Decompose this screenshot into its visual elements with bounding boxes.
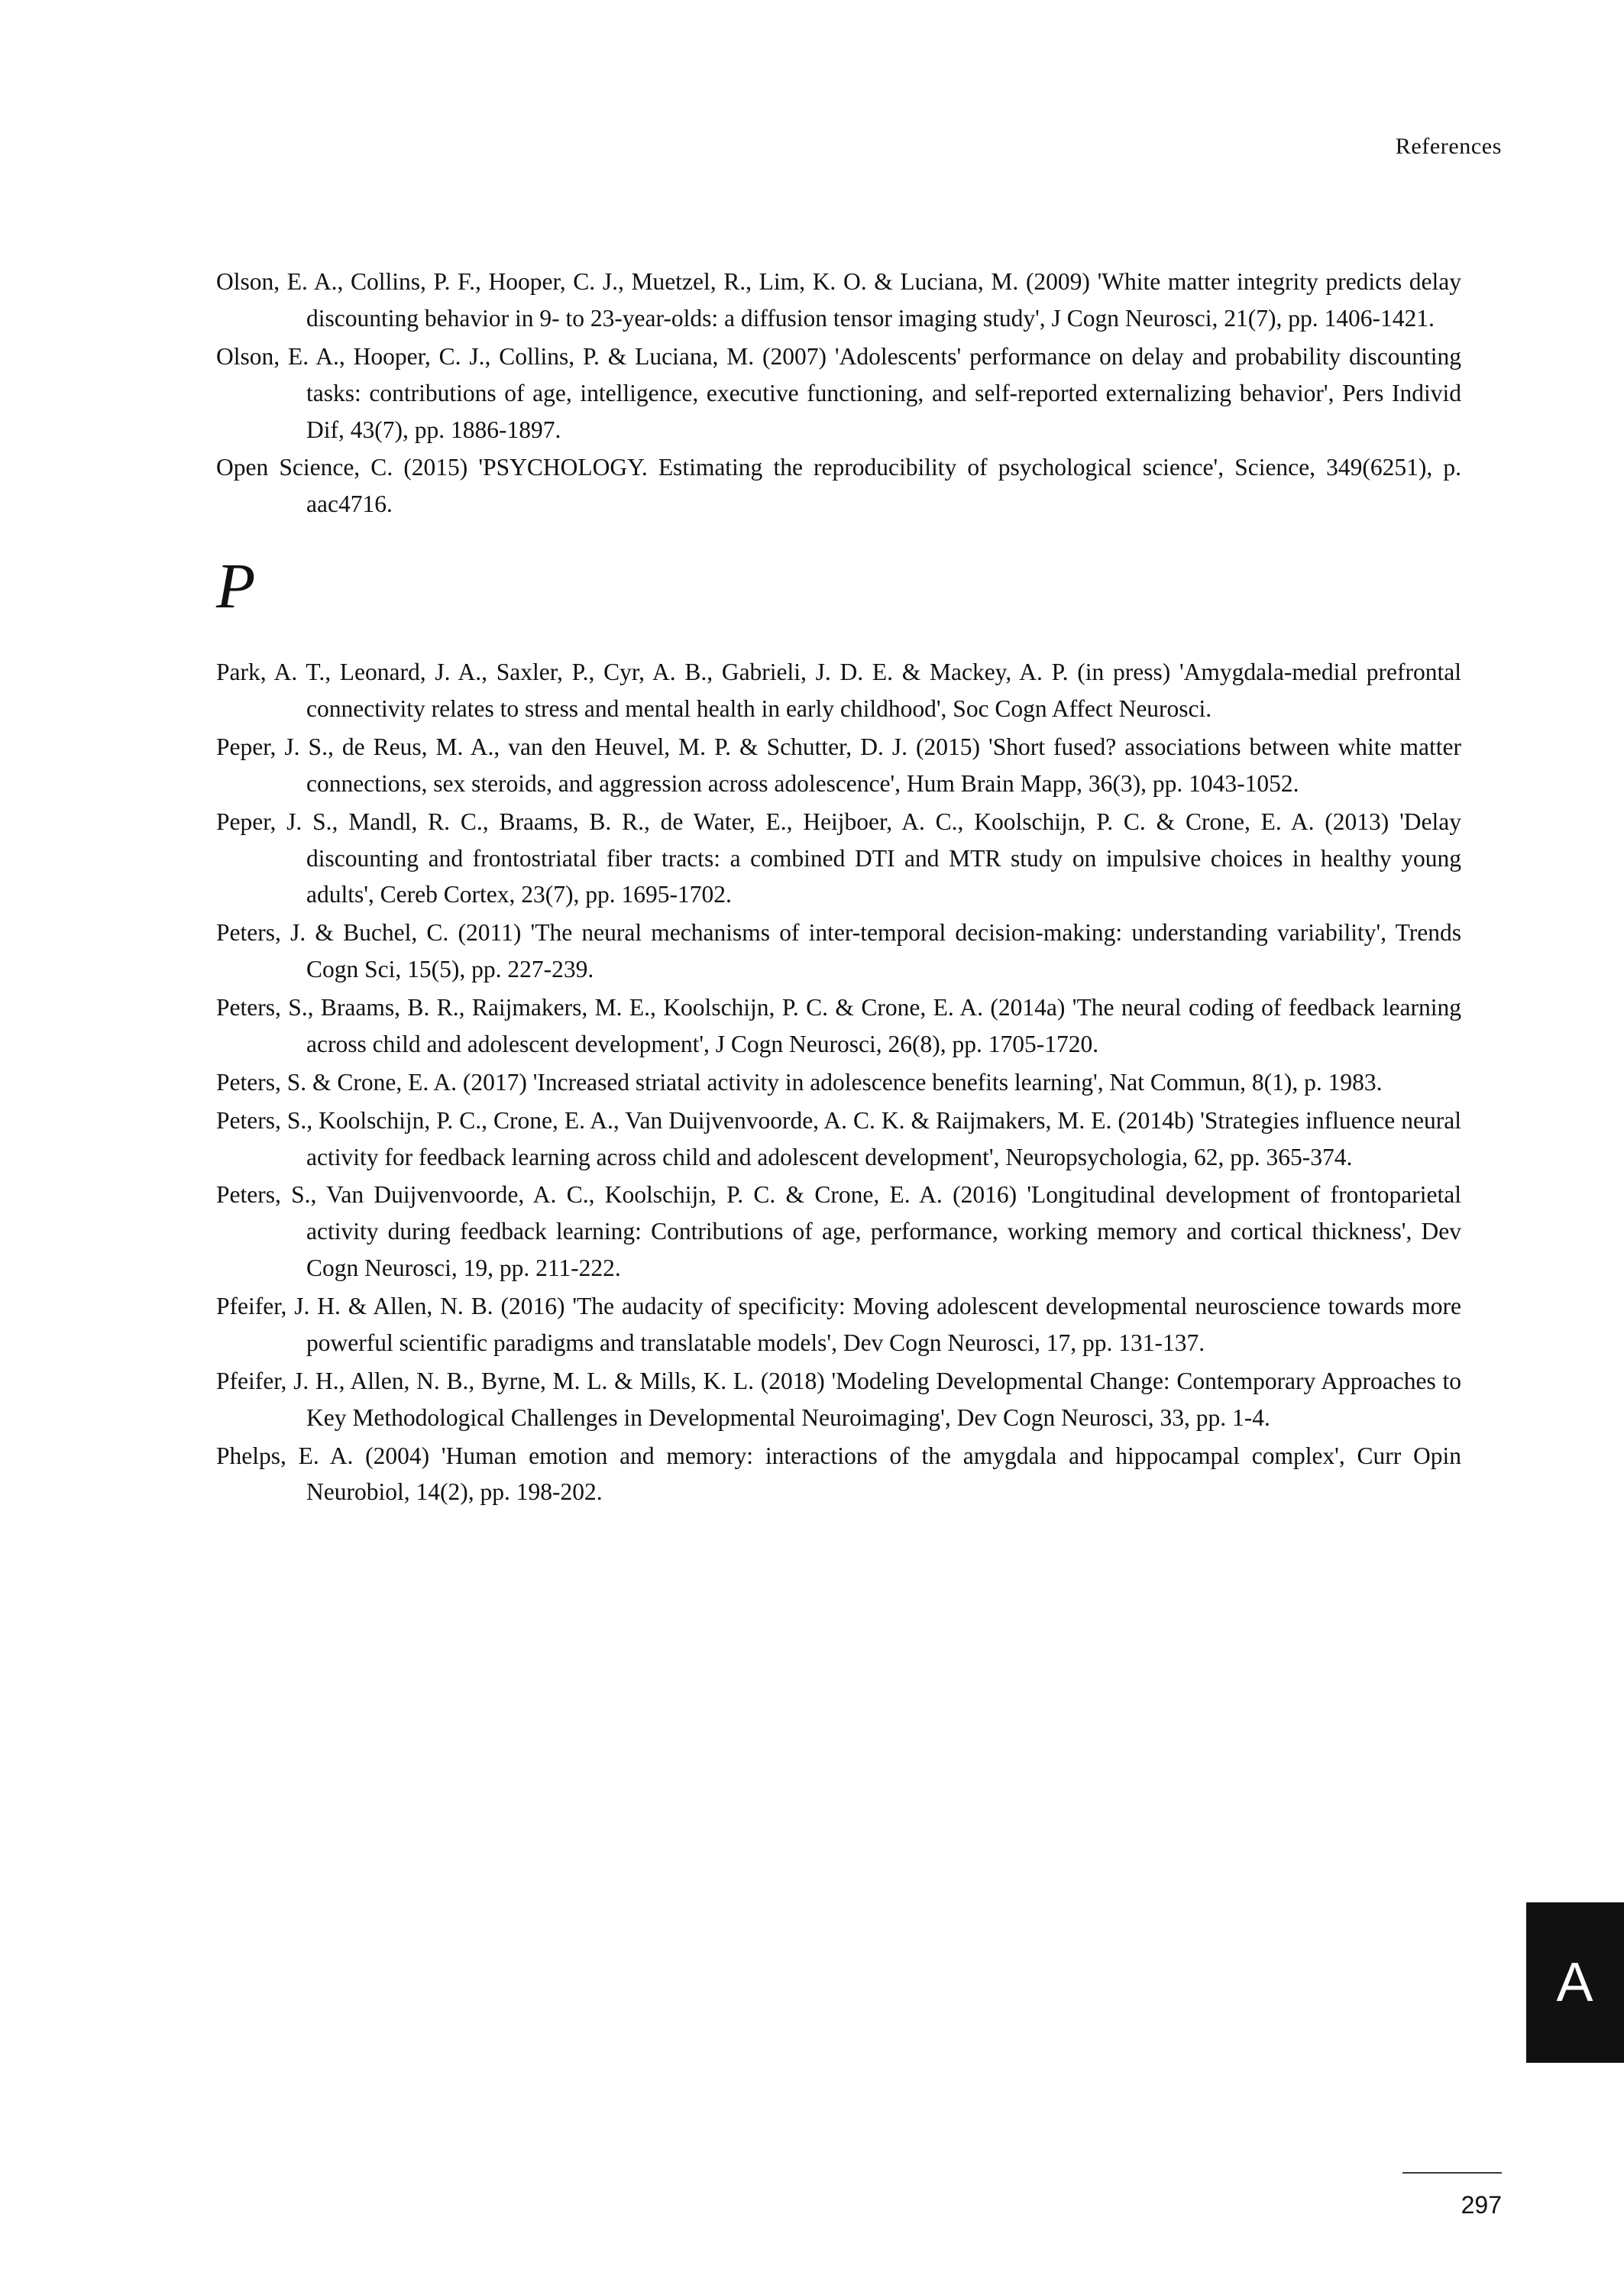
list-item: Peters, S., Van Duijvenvoorde, A. C., Koolschijn, P. C. & Crone, E. A. (2016) 'Longitudinal development of frontoparietal activity during feedback learning: Contributions of age, performance, working memory and cortical thickness', Dev Cogn Neurosci, 19, pp. 211-222. bbox=[216, 1181, 1461, 1282]
list-item: Park, A. T., Leonard, J. A., Saxler, P., Cyr, A. B., Gabrieli, J. D. E. & Mackey, A. P. (in press) 'Amygdala-medial prefrontal connectivity relates to stress and mental health in early childhood', Soc Cogn Affect Neurosci. bbox=[216, 659, 1461, 722]
list-item: Peters, S., Braams, B. R., Raijmakers, M. E., Koolschijn, P. C. & Crone, E. A. (2014a) 'The neural coding of feedback learning across child and adolescent development', J Cogn Neurosci, 26(8), pp. 1705-1720. bbox=[216, 994, 1461, 1057]
list-item: Peper, J. S., Mandl, R. C., Braams, B. R., de Water, E., Heijboer, A. C., Koolschijn, P. C. & Crone, E. A. (2013) 'Delay discounting and frontostriatal fiber tracts: a combined DTI and MTR study on impulsive choices in healthy young adults', Cereb Cortex, 23(7), pp. 1695-1702. bbox=[216, 808, 1461, 908]
reference-list-o bbox=[216, 264, 1461, 523]
list-item: Pfeifer, J. H. & Allen, N. B. (2016) 'The audacity of specificity: Moving adolescent developmental neuroscience towards more powerful scientific paradigms and translatable models', Dev Cogn Neurosci, 17, pp. 131-137. bbox=[216, 1293, 1461, 1356]
list-item: Peper, J. S., de Reus, M. A., van den Heuvel, M. P. & Schutter, D. J. (2015) 'Short fused? associations between white matter connections, sex steroids, and aggression across adolescence', Hum Brain Mapp, 36(3), pp. 1043-1052. bbox=[216, 733, 1461, 797]
running-head: References bbox=[1395, 134, 1502, 159]
folio-divider bbox=[1402, 2172, 1502, 2174]
reference-list-p bbox=[216, 654, 1461, 1510]
list-item: Peters, S., Koolschijn, P. C., Crone, E. A., Van Duijvenvoorde, A. C. K. & Raijmakers, M. E. (2014b) 'Strategies influence neural activity for feedback learning across child and adolescent development', Neuropsychologia, 62, pp. 365-374. bbox=[216, 1106, 1461, 1170]
list-item: Olson, E. A., Hooper, C. J., Collins, P. & Luciana, M. (2007) 'Adolescents' performance on delay and probability discounting tasks: contributions of age, intelligence, executive functioning, and self-reported externalizing behavior', Pers Individ Dif, 43(7), pp. 1886-1897. bbox=[216, 342, 1461, 443]
list-item: Pfeifer, J. H., Allen, N. B., Byrne, M. L. & Mills, K. L. (2018) 'Modeling Developmental Change: Contemporary Approaches to Key Methodological Challenges in Developmental Neuroimaging', Dev Cogn Neurosci, 33, pp. 1-4. bbox=[216, 1367, 1461, 1431]
appendix-thumb-tab: A bbox=[1526, 1902, 1624, 2063]
list-item: Phelps, E. A. (2004) 'Human emotion and memory: interactions of the amygdala and hippocampal complex', Curr Opin Neurobiol, 14(2), pp. 198-202. bbox=[216, 1442, 1461, 1506]
section-letter-heading: P bbox=[216, 551, 256, 623]
list-item: Olson, E. A., Collins, P. F., Hooper, C. J., Muetzel, R., Lim, K. O. & Luciana, M. (2009) 'White matter integrity predicts delay discounting behavior in 9- to 23-year-olds: a diffusion tensor imaging study', J Cogn Neurosci, 21(7), pp. 1406-1421. bbox=[216, 268, 1461, 332]
references-content bbox=[216, 264, 1461, 1512]
list-item: Open Science, C. (2015) 'PSYCHOLOGY. Estimating the reproducibility of psychological science', Science, 349(6251), p. aac4716. bbox=[216, 454, 1461, 518]
page-number: 297 bbox=[1461, 2191, 1502, 2219]
list-item: Peters, S. & Crone, E. A. (2017) 'Increased striatal activity in adolescence benefits learning', Nat Commun, 8(1), p. 1983. bbox=[216, 1068, 1383, 1096]
list-item: Peters, J. & Buchel, C. (2011) 'The neural mechanisms of inter-temporal decision-making: understanding variability', Trends Cogn Sci, 15(5), pp. 227-239. bbox=[216, 919, 1461, 983]
